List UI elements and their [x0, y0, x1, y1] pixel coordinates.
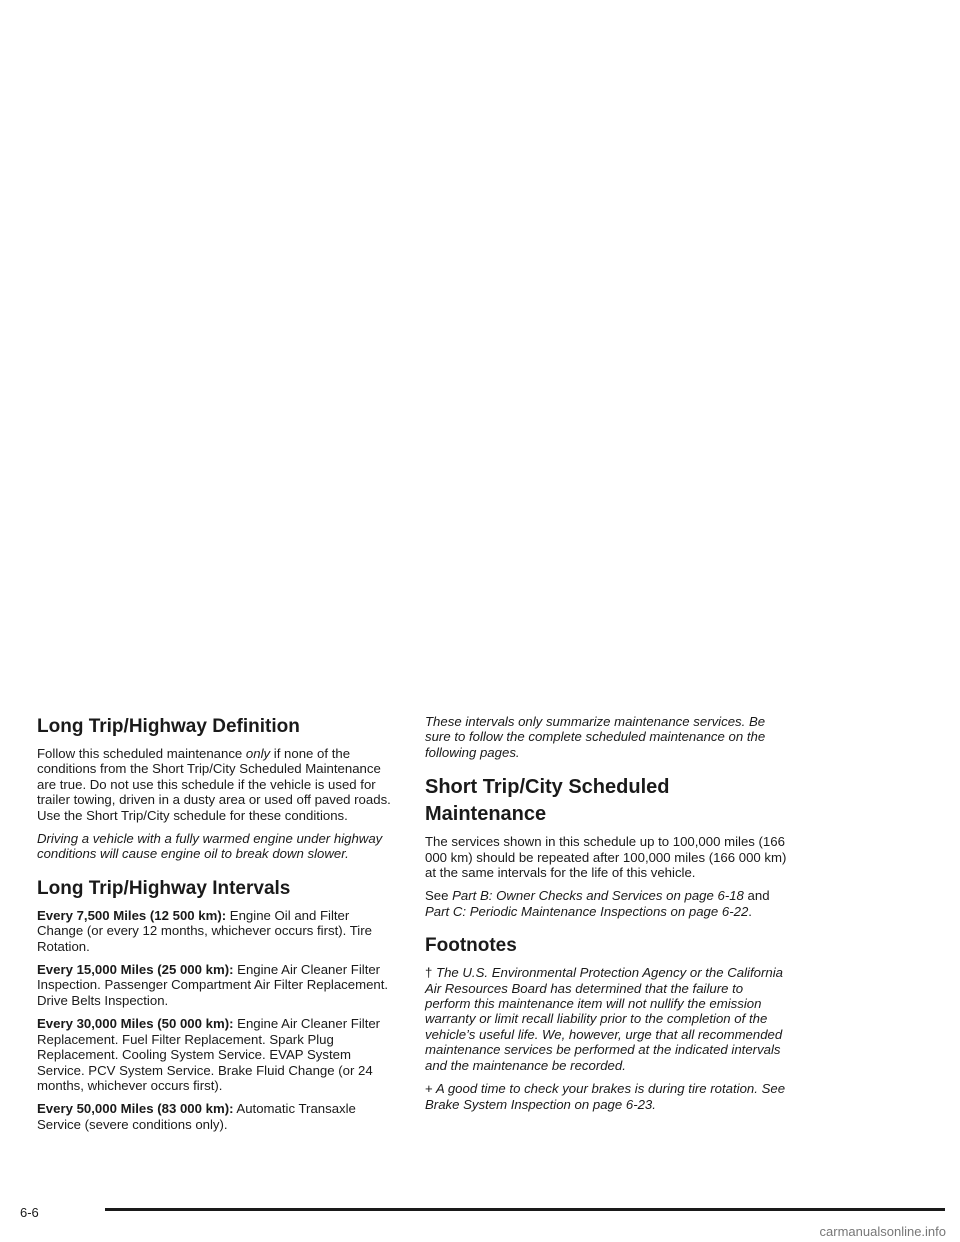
definition-text-a: Follow this scheduled maintenance — [37, 746, 246, 761]
dagger-mark: † — [425, 965, 433, 981]
footer-rule — [105, 1208, 945, 1211]
definition-note: Driving a vehicle with a fully warmed engine under highway conditions will cause engine oil to break down slower. — [37, 831, 383, 862]
see-also-paragraph — [425, 888, 787, 919]
definition-emphasis: only — [245, 746, 271, 761]
short-trip-heading-line1: Short Trip/City Scheduled — [425, 776, 670, 799]
interval-label: Every 7,500 Miles (12 500 km): — [37, 907, 227, 923]
and-text: and — [743, 888, 770, 904]
interval-item — [37, 1016, 397, 1093]
short-trip-paragraph: The services shown in this schedule up to 100,000 miles (166 000 km) should be repeated after 100,000 miles (166 000 km) at the same intervals for the life of this vehicle. — [425, 834, 787, 881]
interval-item — [37, 1101, 397, 1132]
intervals-summary-note: These intervals only summarize maintenance services. Be sure to follow the complete scheduled maintenance on the following pages. — [425, 714, 766, 760]
interval-text: Engine Air Cleaner Filter Inspection. Passenger Compartment Air Filter Replacement. Drive Belts Inspection. — [37, 962, 389, 1008]
definition-text-b: if none of the conditions from the Short Trip/City Scheduled Maintenance are true. Do not use this schedule if the vehicle is used for trailer towing, driven in a dusty area or used off paved roads. Use the Short Trip/City schedule for these conditions. — [37, 746, 391, 823]
page-number: 6-6 — [20, 1205, 39, 1220]
plus-mark: + — [425, 1081, 433, 1097]
long-trip-intervals-heading: Long Trip/Highway Intervals — [37, 877, 291, 899]
interval-text: Engine Air Cleaner Filter Replacement. Fuel Filter Replacement. Spark Plug Replacement. Cooling System Service. EVAP System Service. PCV System Service. Brake Fluid Change (or 24 months, whichever occurs first). — [37, 1016, 381, 1093]
footnote-text: The U.S. Environmental Protection Agency or the California Air Resources Board has determined that the failure to perform this maintenance item will not nullify the emission warranty or limit recall liability prior to the completion of the vehicle’s useful life. We, however, urge that all recommended maintenance services be performed at the indicated intervals and the maintenance be recorded. — [425, 965, 783, 1073]
interval-label: Every 50,000 Miles (83 000 km): — [37, 1101, 234, 1117]
short-trip-heading-line2: Maintenance — [425, 803, 547, 826]
footnotes-heading: Footnotes — [425, 935, 517, 957]
definition-paragraph — [37, 746, 397, 823]
left-column — [37, 714, 397, 1132]
period-text: . — [748, 903, 752, 919]
short-trip-heading — [425, 774, 787, 828]
interval-item — [37, 962, 397, 1008]
long-trip-definition-heading: Long Trip/Highway Definition — [37, 716, 300, 737]
interval-text: Engine Oil and Filter Change (or every 12 months, whichever occurs first). Tire Rotation. — [37, 907, 372, 954]
right-column — [425, 714, 787, 1112]
interval-label: Every 30,000 Miles (50 000 km): — [37, 1016, 234, 1032]
part-c-link[interactable]: Part C: Periodic Maintenance Inspections on page 6-22 — [425, 903, 749, 919]
watermark: carmanualsonline.info — [819, 1224, 946, 1239]
part-b-link[interactable]: Part B: Owner Checks and Services on page 6-18 — [452, 888, 744, 904]
interval-text: Automatic Transaxle Service (severe conditions only). — [37, 1101, 356, 1132]
interval-label: Every 15,000 Miles (25 000 km): — [37, 962, 234, 978]
interval-item — [37, 908, 397, 954]
see-text: See — [425, 888, 453, 904]
footnote-text: A good time to check your brakes is during tire rotation. See Brake System Inspection on page 6-23. — [425, 1081, 786, 1112]
footnote-dagger — [425, 965, 787, 1073]
footnote-plus — [425, 1081, 787, 1112]
